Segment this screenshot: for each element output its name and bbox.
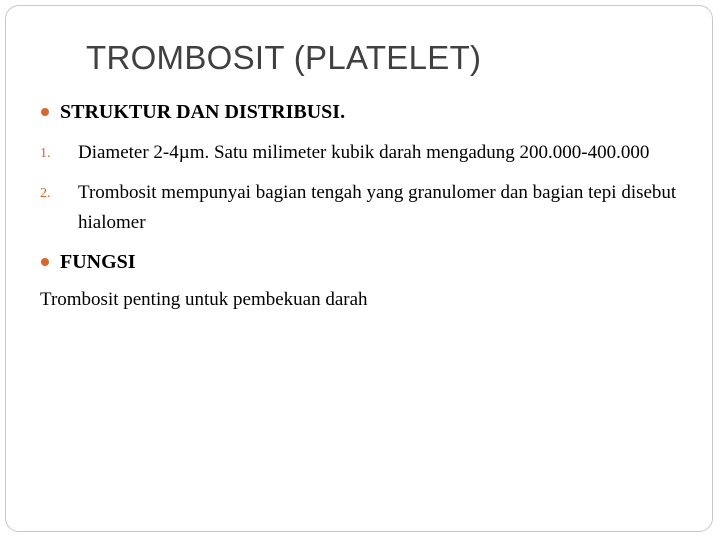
bullet-text: STRUKTUR DAN DISTRIBUSI.	[60, 101, 346, 123]
numbered-text: Diameter 2-4µm. Satu milimeter kubik darah mengadung 200.000-400.000	[78, 142, 650, 163]
number-marker: 1.	[40, 146, 51, 161]
bullet-text: FUNGSI	[60, 251, 136, 273]
bullet-dot-icon	[41, 108, 49, 116]
numbered-item-1	[40, 138, 690, 168]
bullet-dot-icon	[41, 258, 49, 266]
plain-text-line: Trombosit penting untuk pembekuan darah	[40, 289, 368, 310]
slide-frame	[5, 5, 713, 532]
numbered-text: Trombosit mempunyai bagian tengah yang granulomer dan bagian tepi disebut hialomer	[78, 182, 677, 233]
numbered-item-2	[40, 178, 690, 238]
slide-title: TROMBOSIT (PLATELET)	[86, 39, 482, 76]
number-marker: 2.	[40, 186, 51, 201]
bullet-item-fungsi	[40, 248, 690, 276]
bullet-item-struktur	[40, 98, 690, 126]
slide-body	[40, 98, 690, 314]
